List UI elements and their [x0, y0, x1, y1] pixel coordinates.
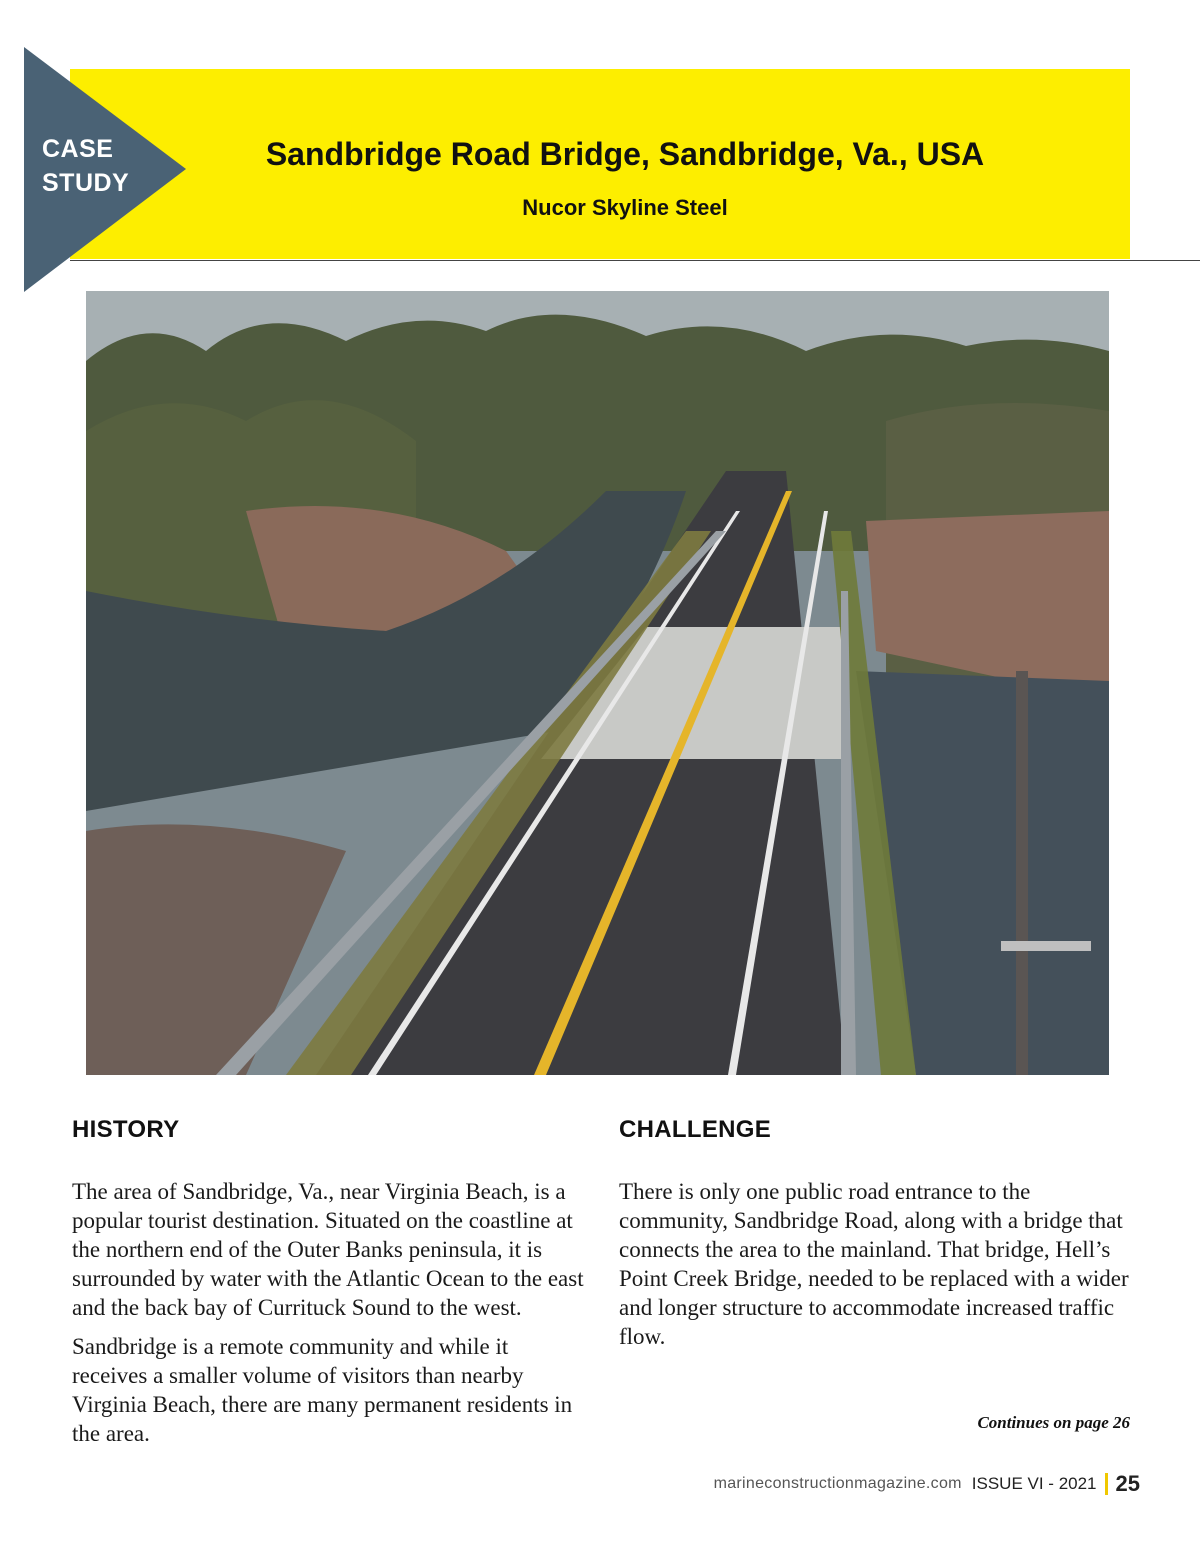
history-body: [72, 1177, 584, 1458]
header-rule: [70, 260, 1200, 261]
case-label-line1: CASE: [42, 135, 114, 163]
page-number: 25: [1115, 1471, 1140, 1496]
footer-site: marineconstructionmagazine.com: [713, 1475, 962, 1492]
bridge-photo-illustration: [86, 291, 1109, 1075]
history-heading: HISTORY: [72, 1116, 180, 1143]
challenge-heading: CHALLENGE: [619, 1116, 772, 1143]
challenge-paragraph: There is only one public road entrance to the community, Sandbridge Road, along with a bridge that connects the area to the mainland. That bridge, Hell’s Point Creek Bridge, needed to be replaced with a wider and longer structure to accommodate increased traffic flow.: [619, 1179, 1129, 1349]
article-subtitle: Nucor Skyline Steel: [522, 195, 728, 220]
case-label-line2: STUDY: [42, 169, 130, 197]
footer-divider: [1105, 1473, 1108, 1495]
case-study-label: [42, 132, 162, 200]
history-paragraph: The area of Sandbridge, Va., near Virginia Beach, is a popular tourist destination. Situated on the coastline at the northern end of the Outer Banks peninsula, it is surrounded by water with the Atlantic Ocean to the east and the back bay of Currituck Sound to the west.: [72, 1179, 584, 1320]
bridge-photo: [86, 291, 1109, 1075]
article-title: Sandbridge Road Bridge, Sandbridge, Va., USA: [265, 136, 985, 172]
footer-issue: ISSUE VI - 2021: [971, 1474, 1097, 1493]
page-footer: [714, 1470, 1140, 1498]
challenge-body: [619, 1177, 1131, 1361]
continues-note: Continues on page 26: [977, 1413, 1130, 1432]
history-paragraph: Sandbridge is a remote community and while it receives a smaller volume of visitors than nearby Virginia Beach, there are many permanent residents in the area.: [72, 1334, 573, 1446]
